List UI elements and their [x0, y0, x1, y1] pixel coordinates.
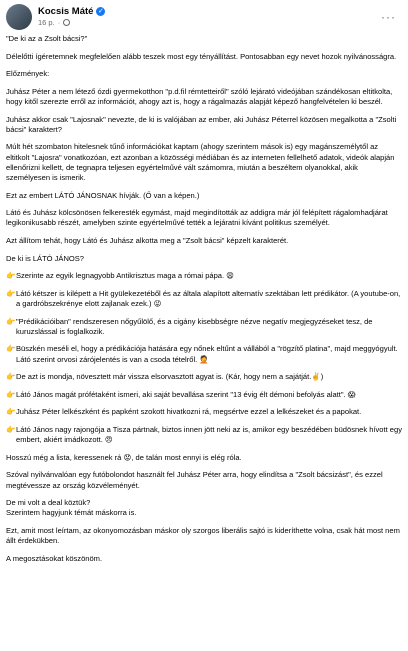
list-item-text: "Prédikációiban" rendszeresen nőgyűlölő, és a cigány kisebbségre nézve negatív megjegyzéseket tesz, de kuruzslással is foglalkozik.	[16, 316, 373, 336]
post-paragraph: Azt állítom tehát, hogy Látó és Juhász alkotta meg a "Zsolt bácsi" képzelt karakterét.	[6, 235, 289, 245]
pointing-hand-icon: 👉	[6, 372, 16, 382]
list-item-text: Juhász Péter lelkészként és papként szokott hivatkozni rá, megsértve ezzel a lelkészeket és a papokat.	[16, 407, 362, 417]
list-item	[6, 289, 402, 309]
post-paragraph: Hosszú még a lista, keressenek rá 😟, de talán most ennyi is elég róla.	[6, 452, 242, 462]
post-paragraph: Ezt, amit most leírtam, az okonyomozásban máskor oly szorgos liberális sajtó is kideríthette volna, csak hát most nem állt érdekükben.	[6, 525, 400, 546]
pointing-hand-icon: 👉	[6, 344, 16, 354]
author-name[interactable]: Kocsis Máté	[38, 6, 94, 17]
post-time[interactable]: 16 p.	[38, 18, 55, 27]
post-paragraph: Juhász Péter a nem létező ózdi gyermekotthon "p.d.fil rémtetteiről" szóló lejárató videójában szándékosan eltitkolta, hogy kitől szerezte erről az információt, ahogy azt is, hogy a rágalmazás alapját képező hangfelvételen ki beszél.	[6, 86, 393, 106]
author-name-row	[38, 6, 105, 17]
globe-icon	[63, 19, 70, 26]
pointing-hand-icon: 👉	[6, 316, 16, 326]
post-body	[6, 34, 402, 564]
post-paragraph: Ezt az embert LÁTÓ JÁNOSNAK hívják. (Ő van a képen.)	[6, 190, 200, 200]
list-item-text: Büszkén meséli el, hogy a prédikációja hatására egy nőnek eltűnt a vállából a "rögzítő platina", majd meggyógyult. Látó szerint orvosi zárójelentés is van a csoda tételről. 🤦	[16, 344, 398, 364]
pointing-hand-icon: 👉	[6, 271, 16, 281]
post-paragraph: Juhász akkor csak "Lajosnak" nevezte, de ki is valójában az ember, aki Juhász Péterrel közösen megalkotta a "Zsolti bácsi" karaktert?	[6, 114, 397, 134]
post-header	[6, 0, 402, 34]
post-paragraph: De ki is LÁTÓ JÁNOS?	[6, 253, 85, 263]
post-paragraph: A megosztásokat köszönöm.	[6, 553, 103, 563]
post-subline: 16 p. ·	[38, 17, 105, 28]
list-item	[6, 317, 402, 337]
list-item-text: Látó János magát prófétaként ismeri, aki saját bevallása szerint "13 évig élt démoni befolyás alatt". 😱	[16, 389, 356, 399]
list-item-text: Látó János nagy rajongója a Tisza pártnak, biztos innen jött neki az is, amikor egy beszédében büdösnek hívott egy embert, akiért imádkozott. 😠	[16, 424, 402, 445]
post-line: De mi volt a deal köztük?	[6, 498, 91, 508]
avatar[interactable]	[6, 4, 32, 30]
pointing-hand-icon: 👉	[6, 389, 16, 399]
list-item-text: De azt is mondja, növesztett már vissza elsorvasztott agyat is. (Kár, hogy nem a sajátját.✌️)	[16, 372, 324, 382]
list-item	[6, 372, 402, 382]
list-item-text: Szerinte az egyik legnagyobb Antikrisztus maga a római pápa. 😩	[16, 271, 235, 281]
verified-badge-icon: ✓	[98, 8, 104, 15]
post-paragraph: Múlt hét szombaton hitelesnek tűnő információkat kaptam (ahogy szerintem mások is) egy magánszemélytől az eltitkolt "Lajosra" vonatkozóan, ezt azonban a közösségi médiában és az interneten fellelhető adatok, videók alapján ellenőrizni kellett, de tegnapra teljesen egyértelművé vált számomra, miután a beszéltem olyanokkal, akik személyesen is ismerik.	[6, 142, 395, 182]
post-paragraph: Előzmények:	[6, 69, 50, 79]
post-paragraph: Szóval nyilvánvalóan egy futóbolondot használt fel Juhász Péter arra, hogy elindítsa a "Zsolt bácsizást", és ezzel megtévessze az ország közvéleményét.	[6, 470, 383, 490]
more-options-button[interactable]: ···	[381, 10, 396, 24]
post-paragraph: Látó és Juhász kölcsönösen felkeresték egymást, majd megindították az addigra már jól felépített rágalomhadjárat legikonikusabb részét, amelyben szinte egyértelművé tették a lejáratni kívánt politikus személyét.	[6, 208, 388, 228]
post-meta	[38, 6, 105, 28]
list-item	[6, 425, 402, 445]
list-item-text: Látó kétszer is kilépett a Hit gyülekezetéből és az általa alapított alternatív szektában lett prédikátor. (A youtube-on, a gardróbszekrénye elott zajlanak ezek.) 😜	[16, 288, 401, 308]
list-item	[6, 407, 402, 417]
list-item	[6, 344, 402, 364]
post-paragraph: Délelőtti ígéretemnek megfelelően alább teszek most egy tényállítást. Pontosabban egy nevet hozok nyilvánosságra.	[6, 51, 397, 61]
post-paragraph	[6, 498, 402, 518]
list-item	[6, 271, 402, 281]
pointing-hand-icon: 👉	[6, 288, 16, 298]
post-paragraph: "De ki az a Zsolt bácsi?"	[6, 34, 88, 43]
pointing-hand-icon: 👉	[6, 424, 16, 434]
list-item	[6, 390, 402, 400]
post-line: Szerintem hagyjunk témát máskorra is.	[6, 508, 137, 518]
pointing-hand-icon: 👉	[6, 407, 16, 417]
